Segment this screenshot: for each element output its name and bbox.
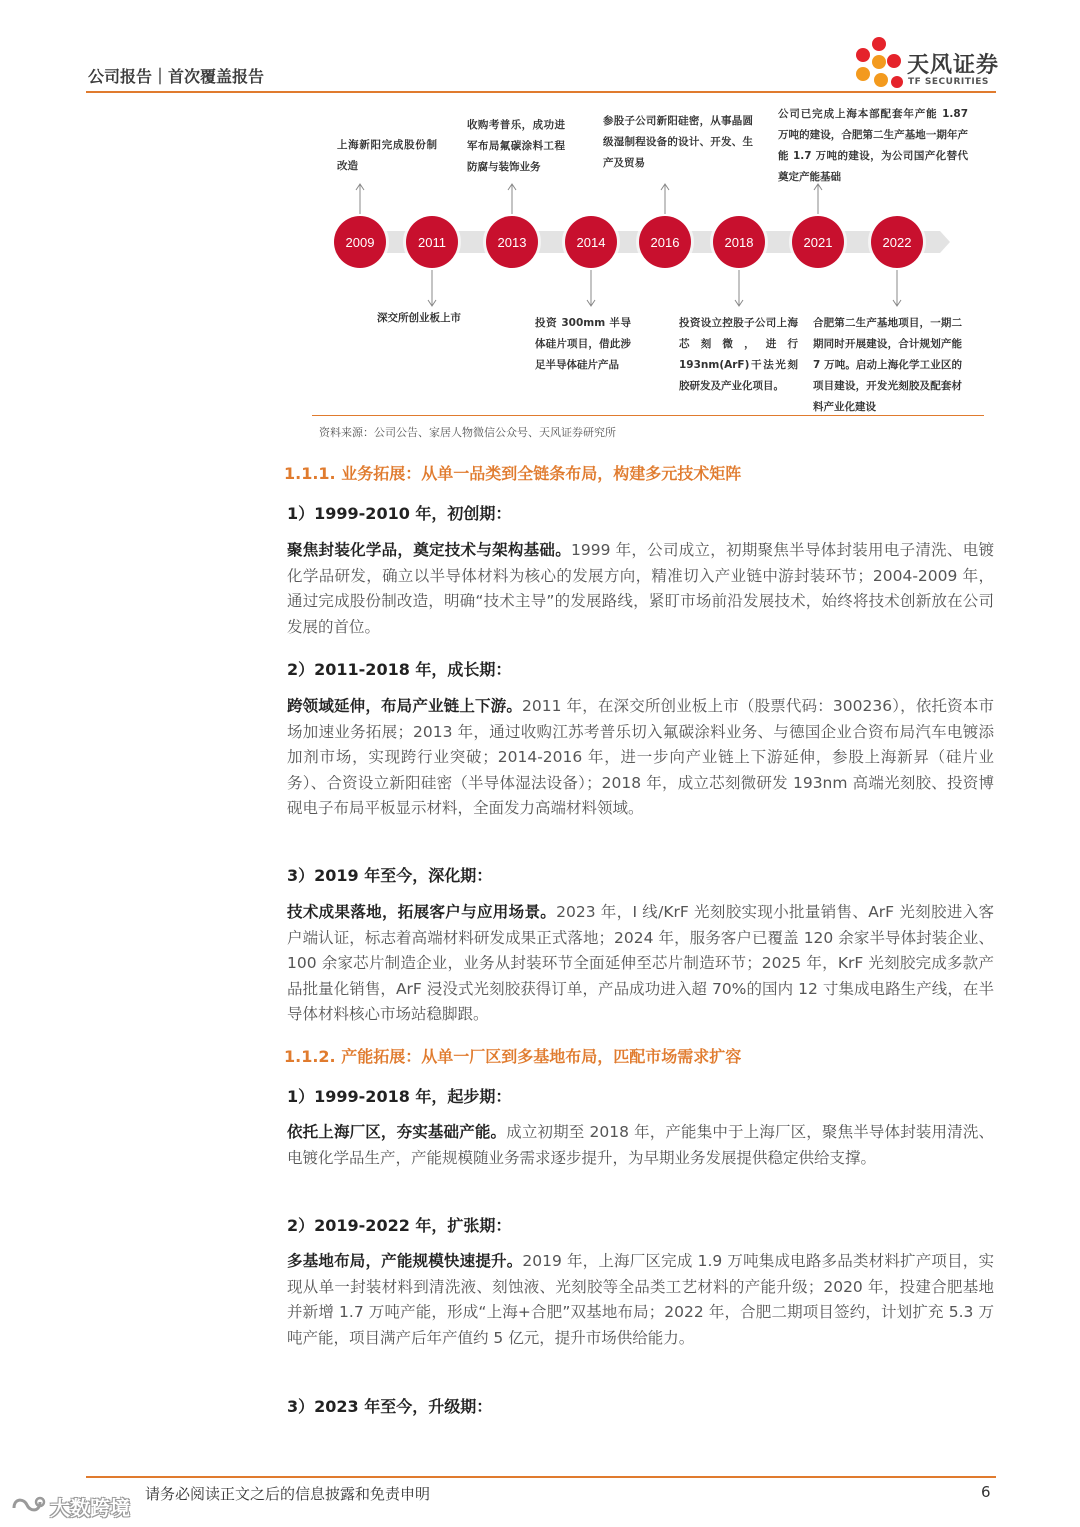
- logo-brand-english: TF SECURITIES: [908, 77, 989, 87]
- phase-title: 1）1999-2018 年，起步期：: [287, 1087, 512, 1106]
- section-heading-1-1-2: 1.1.2. 产能拓展：从单一厂区到多基地布局，匹配市场需求扩容: [284, 1047, 742, 1066]
- watermark-text: 大数跨境: [50, 1496, 130, 1520]
- connector-arrow-up: [508, 184, 516, 214]
- logo-brand-name: 天风证券: [907, 53, 1000, 78]
- event-2016: 参股子公司新阳硅密，从事晶圆级湿制程设备的设计、开发、生产及贸易: [603, 115, 753, 169]
- phase-lead: 多基地布局，产能规模快速提升。: [287, 1252, 523, 1270]
- phase-paragraph: [287, 538, 994, 640]
- timeline-year-label: 2016: [650, 235, 680, 250]
- phase-body: 2023 年，I 线/KrF 光刻胶实现小批量销售、ArF 光刻胶进入客户端认证，标志着高端材料研发成果正式落地；2024 年，服务客户已覆盖 120 余家半导体封装企业、100 余家芯片制造企业，业务从封装环节全面延伸至芯片制造环节；2025 年，KrF 光刻胶完成多款产品批量化销售，ArF 浸没式光刻胶获得订单，产品成功进入超 70%的国内 12 寸集成电路生产线，在半导体材料核心市场站稳脚跟。: [287, 903, 994, 1024]
- timeline-year-label: 2018: [724, 235, 754, 250]
- event-2014: 投资 300mm 半导体硅片项目，借此涉足半导体硅片产品: [535, 317, 631, 371]
- phase-body: 1999 年，公司成立，初期聚焦半导体封装用电子清洗、电镀化学品研发，确立以半导体材料为核心的发展方向，精准切入产业链中游封装环节；2004-2009 年，通过完成股份制改造，明确“技术主导”的发展路线，紧盯市场前沿发展技术，始终将技术创新放在公司发展的首位。: [287, 541, 994, 636]
- timeline-node-2022: [868, 213, 926, 271]
- report-type-title: 公司报告｜首次覆盖报告: [88, 67, 265, 86]
- phase-title: 2）2019-2022 年，扩张期：: [287, 1216, 512, 1235]
- phase-body: 2011 年，在深交所创业板上市（股票代码：300236），依托资本市场加速业务拓展；2013 年，通过收购江苏考普乐切入氟碳涂料业务、与德国企业合资布局汽车电镀添加剂市场，实现跨行业突破；2014-2016 年，进一步向产业链上下游延伸，参股上海新昇（硅片业务）、合资设立新阳硅密（半导体湿法设备）；2018 年，成立芯刻微研发 193nm 高端光刻胶、投资博砚电子布局平板显示材料，全面发力高端材料领域。: [287, 697, 994, 818]
- figure-source: 资料来源：公司公告、家居人物微信公众号、天风证券研究所: [319, 426, 616, 439]
- phase-lead: 聚焦封装化学品，奠定技术与架构基础。: [287, 541, 571, 559]
- connector-arrow-up: [356, 184, 364, 214]
- connector-arrow-down: [428, 270, 436, 306]
- timeline-node-2016: [636, 213, 694, 271]
- timeline-year-label: 2021: [803, 235, 833, 250]
- watermark-icon: [10, 1490, 48, 1520]
- event-2009: 上海新阳完成股份制改造: [337, 139, 437, 172]
- event-2011: 深交所创业板上市: [377, 312, 461, 324]
- timeline-node-2011: [403, 213, 461, 271]
- footer-disclaimer: 请务必阅读正文之后的信息披露和免责申明: [145, 1485, 431, 1503]
- event-2013: 收购考普乐，成功进军布局氟碳涂料工程防腐与装饰业务: [467, 119, 565, 173]
- phase-lead: 跨领域延伸，布局产业链上下游。: [287, 697, 523, 715]
- timeline-node-2018: [710, 213, 768, 271]
- phase-lead: 依托上海厂区，夯实基础产能。: [287, 1123, 507, 1141]
- connector-arrow-up: [814, 184, 822, 214]
- footer-divider: [86, 1476, 996, 1478]
- timeline-year-label: 2011: [418, 235, 446, 250]
- phase-paragraph: [287, 900, 994, 1028]
- phase-title: 1）1999-2010 年，初创期：: [287, 504, 512, 523]
- timeline-year-label: 2013: [497, 235, 527, 250]
- page-number: 6: [981, 1483, 991, 1501]
- timeline-year-label: 2009: [345, 235, 375, 250]
- phase-paragraph: [287, 694, 994, 822]
- timeline-node-2013: [483, 213, 541, 271]
- event-2022: 合肥第二生产基地项目，一期二期同时开展建设，合计规划产能 7 万吨。启动上海化学工业区的项目建设，开发光刻胶及配套材料产业化建设: [813, 317, 962, 413]
- phase-body: 2019 年，上海厂区完成 1.9 万吨集成电路多品类材料扩产项目，实现从单一封装材料到清洗液、刻蚀液、光刻胶等全品类工艺材料的产能升级；2020 年，投建合肥基地并新增 1.7 万吨产能，形成“上海+合肥”双基地布局；2022 年，合肥二期项目签约，计划扩充 5.3 万吨产能，项目满产后年产值约 5 亿元，提升市场供给能力。: [287, 1252, 994, 1347]
- phase-body: 成立初期至 2018 年，产能集中于上海厂区，聚焦半导体封装用清洗、电镀化学品生产，产能规模随业务需求逐步提升，为早期业务发展提供稳定供给支撑。: [287, 1123, 994, 1167]
- phase-paragraph: [287, 1249, 994, 1351]
- figure-divider: [312, 415, 984, 416]
- phase-lead: 技术成果落地，拓展客户与应用场景。: [287, 903, 557, 921]
- phase-title: 3）2019 年至今，深化期：: [287, 866, 493, 885]
- timeline-node-2009: [331, 213, 389, 271]
- connector-arrow-down: [735, 270, 743, 306]
- connector-arrow-down: [893, 270, 901, 306]
- timeline-year-label: 2022: [882, 235, 912, 250]
- timeline-node-2021: [789, 213, 847, 271]
- timeline-year-label: 2014: [576, 235, 606, 250]
- phase-paragraph: [287, 1120, 994, 1171]
- connector-arrow-up: [661, 184, 669, 214]
- phase-title: 3）2023 年至今，升级期：: [287, 1397, 493, 1416]
- timeline-node-2014: [562, 213, 620, 271]
- event-2021: 公司已完成上海本部配套年产能 1.87 万吨的建设，合肥第二生产基地一期年产能 1.7 万吨的建设，为公司国产化替代奠定产能基础: [778, 108, 968, 183]
- section-heading-1-1-1: 1.1.1. 业务拓展：从单一品类到全链条布局，构建多元技术矩阵: [284, 464, 742, 483]
- phase-title: 2）2011-2018 年，成长期：: [287, 660, 512, 679]
- connector-arrow-down: [587, 270, 595, 306]
- event-2018: 投资设立控股子公司上海芯刻微，进行 193nm(ArF)干法光刻胶研发及产业化项目。: [679, 317, 798, 392]
